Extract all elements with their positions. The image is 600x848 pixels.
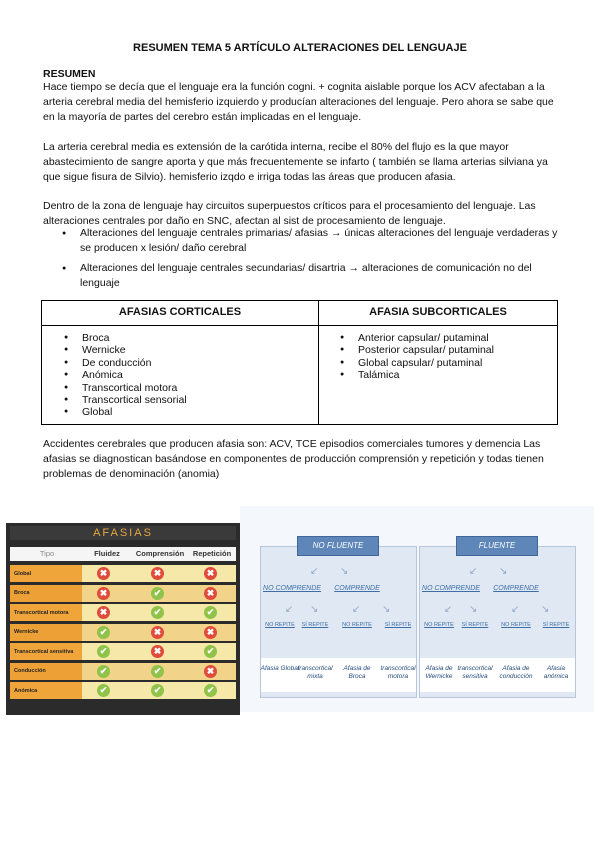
arrow-icon: ↘ [340,566,349,577]
fluency-flow-diagram [240,506,594,712]
table-row [10,682,236,699]
section-heading: RESUMEN [43,68,96,80]
cross-icon: ✖ [97,606,110,619]
bullet-list [43,226,563,296]
table-row [10,643,236,660]
comprension-node: NO COMPRENDE [422,585,480,592]
arrow-icon: ↙ [469,566,478,577]
comprension-node: COMPRENDE [493,585,539,592]
infographic-column-header [10,547,236,561]
cross-icon: ✖ [204,567,217,580]
row-label: Global [10,565,82,582]
table-row [10,604,236,621]
cross-icon: ✖ [97,567,110,580]
repeticion-node: SÍ REPITE [384,622,412,628]
repeticion-node: SÍ REPITE [542,622,570,628]
afasias-infographic [6,523,240,715]
list-item: ● Global capsular/ putaminal [338,357,494,369]
arrow-icon: ↙ [352,604,361,615]
table-header-subcorticales: AFASIA SUBCORTICALES [369,306,507,318]
row-label: Wernicke [10,624,82,641]
cross-icon: ✖ [151,626,164,639]
repeticion-node: NO REPITE [342,622,372,628]
paragraph-zona-lenguaje: Dentro de la zona de lenguaje hay circuitos superpuestos críticos para el procesamiento del lenguaje. Las alteraciones centrales por daño en SNC, afectan al sist de procesamiento de lenguaje. [43,200,536,227]
cross-icon: ✖ [97,587,110,600]
list-item: ● Broca [62,332,187,344]
check-icon: ✔ [151,606,164,619]
check-icon: ✔ [204,606,217,619]
cross-icon: ✖ [204,587,217,600]
check-icon: ✔ [151,665,164,678]
infographic-title: AFASIAS [10,526,236,540]
column-tipo: Tipo [39,549,55,558]
afasia-leaf: Afasia de Wernicke [425,665,453,680]
afasia-leaf: Afasia Global [260,665,300,672]
bullet-item: ● Alteraciones del lenguaje centrales secundarias/ disartria → alteraciones de comunicación no del lenguaje [43,261,563,291]
list-item: ● Transcortical motora [62,382,187,394]
check-icon: ✔ [204,684,217,697]
column-comprension: Comprensión [135,549,185,558]
list-item: ● Wernicke [62,344,187,356]
arrow-icon: ↙ [310,566,319,577]
paragraph-intro: Hace tiempo se decía que el lenguaje era la función cogni. + cognita aislable porque los ACV afectaban a la arteria cerebral media del hemisferio izquierdo y producían alteraciones del lenguaje. Pero ahora se sabe que en la mayoría de partes del cerebro están implicadas en el lenguaje. [43,81,554,123]
fluente-node: FLUENTE [456,536,538,556]
repeticion-node: SÍ REPITE [301,622,329,628]
arrow-icon: ↘ [469,604,478,615]
cross-icon: ✖ [204,626,217,639]
afasia-leaf: transcortical motora [380,665,416,680]
page-title: RESUMEN TEMA 5 ARTÍCULO ALTERACIONES DEL LENGUAJE [133,42,467,54]
table-header-corticales: AFASIAS CORTICALES [118,306,242,318]
arrow-icon: ↙ [285,604,294,615]
check-icon: ✔ [97,684,110,697]
arrow-icon: ↘ [541,604,550,615]
arrow-icon: ↘ [382,604,391,615]
comprension-node: COMPRENDE [334,585,380,592]
repeticion-node: NO REPITE [424,622,454,628]
check-icon: ✔ [151,684,164,697]
check-icon: ✔ [151,587,164,600]
paragraph-accidentes: Accidentes cerebrales que producen afasia son: ACV, TCE episodios comerciales tumores y demencia Las afasias se diagnostican basándose en componentes de producción comprensión y repetición y todas tienen problemas de denominación (anomia) [43,438,544,480]
check-icon: ✔ [97,626,110,639]
row-label: Broca [10,585,82,602]
list-item: ● Posterior capsular/ putaminal [338,344,494,356]
list-item: ● Transcortical sensorial [62,394,187,406]
row-label: Transcortical motora [10,604,82,621]
repeticion-node: NO REPITE [265,622,295,628]
arrow-icon: ↘ [310,604,319,615]
table-row [10,585,236,602]
corticales-list [62,332,187,419]
afasias-table [41,300,558,425]
check-icon: ✔ [97,665,110,678]
cross-icon: ✖ [204,665,217,678]
paragraph-arteria: La arteria cerebral media es extensión de la carótida interna, recibe el 80% del flujo es la que mayor abastecimiento de sangre aporta y que más frecuentemente se infarto ( también se llama arterias silviana ya que sigue fisura de Silvio). hemisferio izqdo e irriga todas las áreas que producen afasia. [43,141,548,183]
list-item: ● De conducción [62,357,187,369]
repeticion-node: SÍ REPITE [461,622,489,628]
table-row [10,624,236,641]
cross-icon: ✖ [151,645,164,658]
list-item: ● Global [62,406,187,418]
afasia-leaf: Afasia anómica [543,665,569,680]
subcorticales-list [338,332,494,382]
check-icon: ✔ [204,645,217,658]
arrow-icon: ↙ [511,604,520,615]
row-label: Anómica [10,682,82,699]
row-label: Conducción [10,663,82,680]
bullet-item: ● Alteraciones del lenguaje centrales primarias/ afasias → únicas alteraciones del lenguaje verdaderas y se producen x lesión/ daño cerebral [43,226,563,256]
row-label: Transcortical sensitiva [10,643,82,660]
check-icon: ✔ [97,645,110,658]
table-row [10,663,236,680]
afasia-leaf: Afasia de Broca [343,665,371,680]
list-item: ● Talámica [338,369,494,381]
afasia-leaf: Afasia de conducción [499,665,533,680]
afasia-leaf: transcortical sensitiva [457,665,493,680]
arrow-icon: ↘ [499,566,508,577]
cross-icon: ✖ [151,567,164,580]
column-repeticion: Repetición [192,549,232,558]
table-row [10,565,236,582]
afasia-leaf: transcortical mixta [297,665,333,680]
no-fluente-node: NO FLUENTE [297,536,379,556]
list-item: ● Anómica [62,369,187,381]
list-item: ● Anterior capsular/ putaminal [338,332,494,344]
repeticion-node: NO REPITE [501,622,531,628]
column-fluidez: Fluidez [94,549,120,558]
arrow-icon: ↙ [444,604,453,615]
comprension-node: NO COMPRENDE [263,585,321,592]
